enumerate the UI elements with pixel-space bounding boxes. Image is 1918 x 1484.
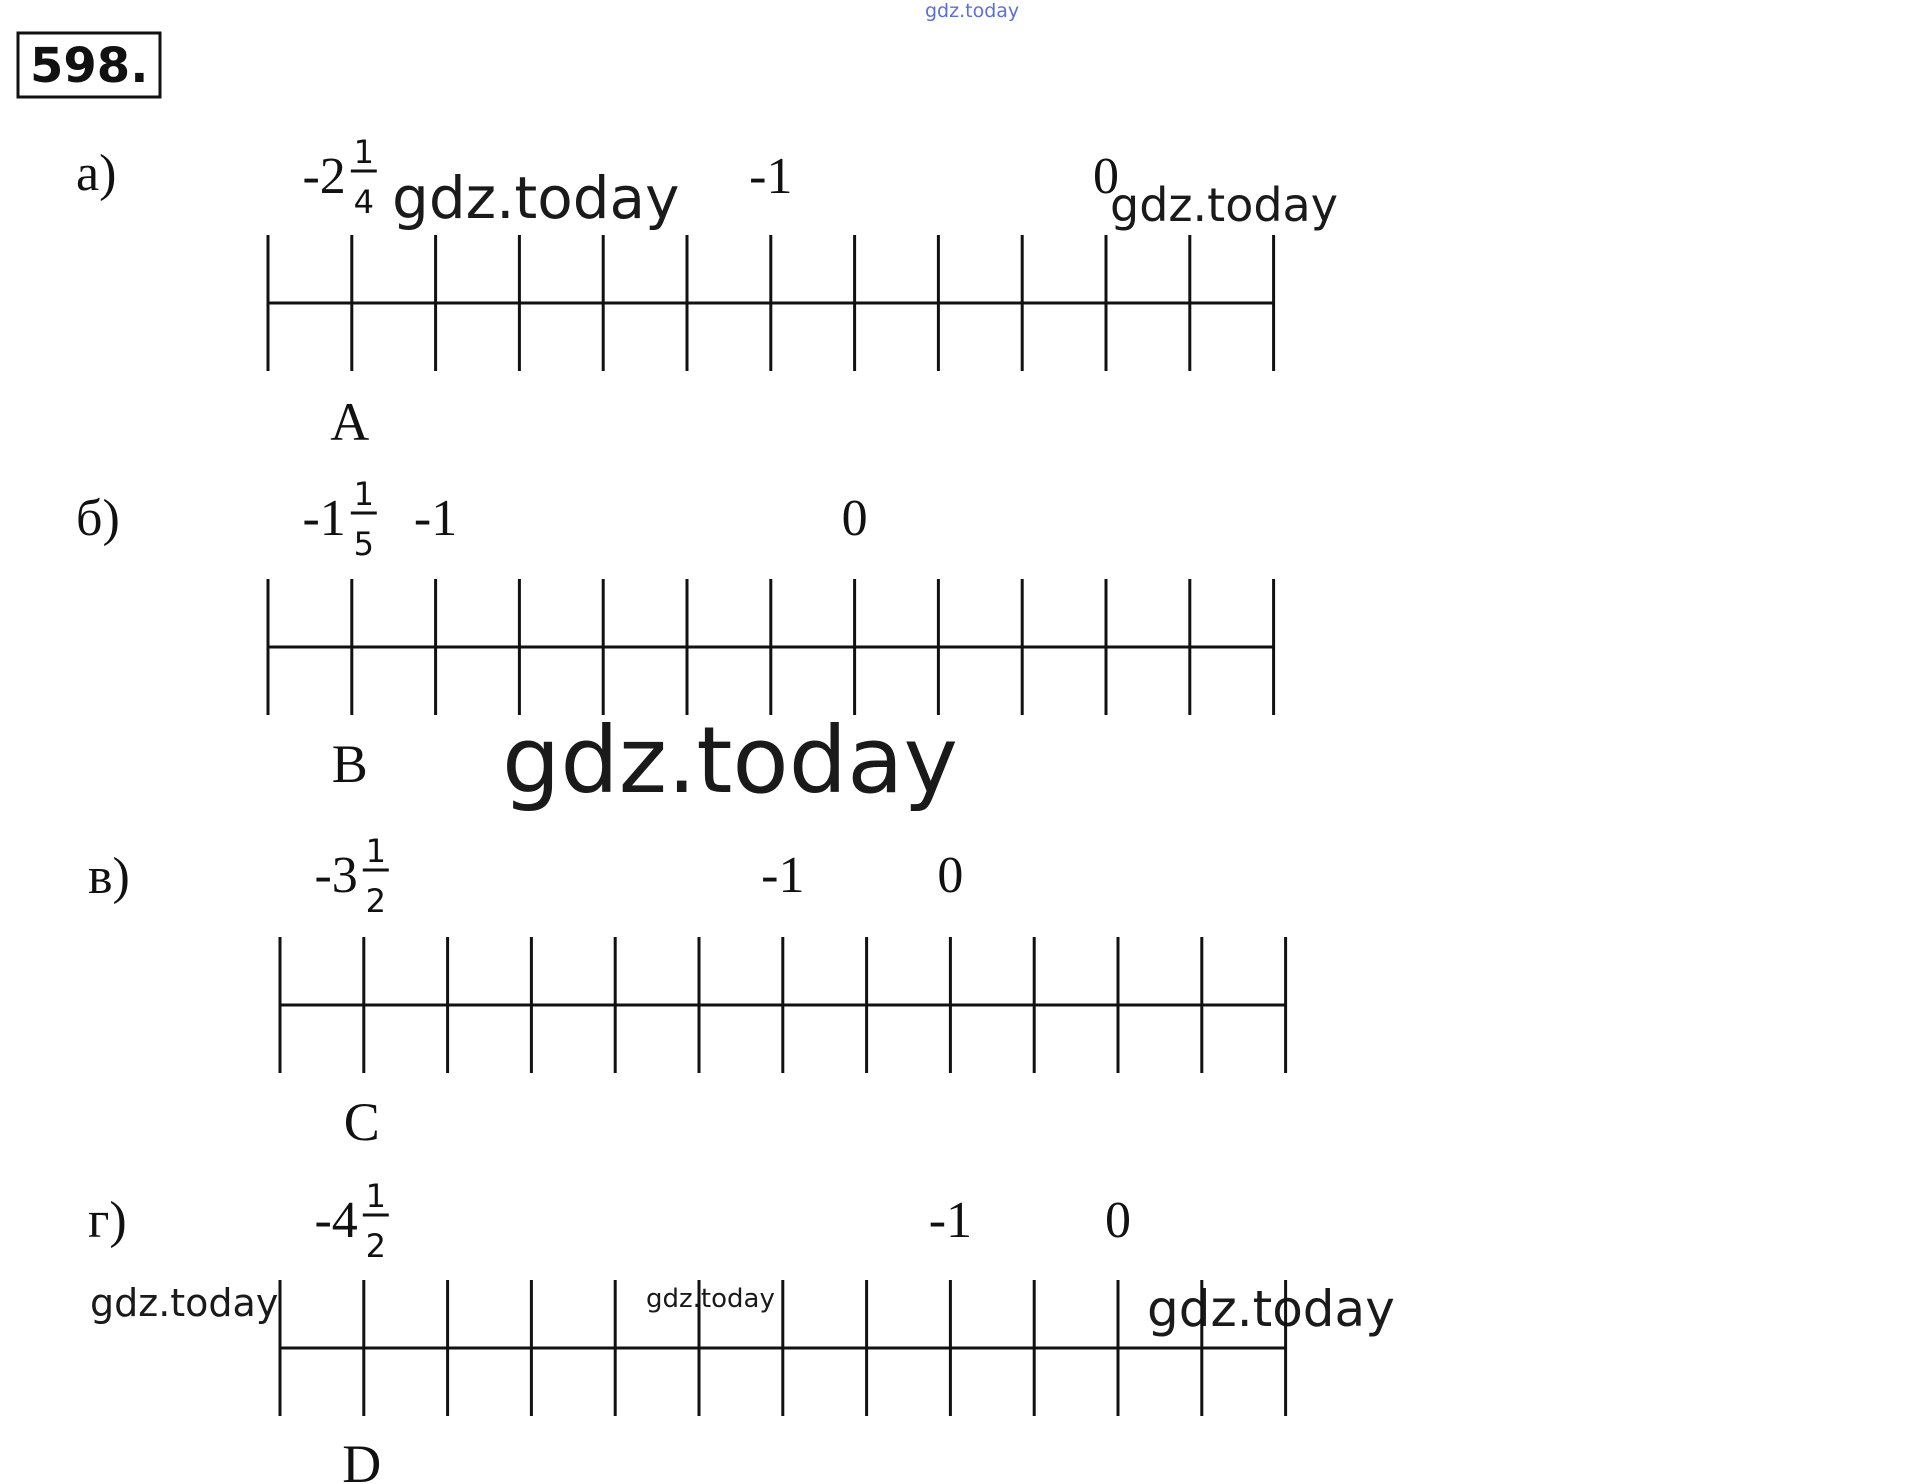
number-line-4 <box>88 1177 1286 1484</box>
fraction-numerator: 1 <box>353 133 374 171</box>
mixed-number-label <box>302 475 376 563</box>
watermarks <box>90 164 1395 1338</box>
fraction-denominator: 2 <box>365 1227 386 1265</box>
tick-label: -1 <box>761 847 805 904</box>
fraction-numerator: 1 <box>365 1177 386 1215</box>
number-line-3 <box>88 832 1286 1152</box>
tick-label: 0 <box>1105 1192 1131 1249</box>
top-watermark: gdz.today <box>925 0 1020 22</box>
mixed-number-label <box>314 832 388 920</box>
mixed-number-whole: -1 <box>302 490 346 547</box>
fraction-denominator: 5 <box>353 525 374 563</box>
tick-label: -1 <box>749 148 793 205</box>
mixed-number-whole: -3 <box>314 847 358 904</box>
watermark: gdz.today <box>90 1281 279 1325</box>
fraction-denominator: 2 <box>365 882 386 920</box>
mixed-number-whole: -4 <box>314 1192 358 1249</box>
point-letter: D <box>342 1434 382 1484</box>
task-label: б) <box>76 490 120 547</box>
watermark: gdz.today <box>1110 178 1338 232</box>
task-label: г) <box>88 1192 127 1249</box>
tick-label: 0 <box>1093 148 1119 205</box>
mixed-number-label <box>314 1177 388 1265</box>
watermark: gdz.today <box>502 707 958 814</box>
point-letter: B <box>331 734 368 794</box>
watermark: gdz.today <box>1147 1280 1395 1338</box>
fraction-numerator: 1 <box>365 832 386 870</box>
watermark: gdz.today <box>646 1284 775 1314</box>
tick-label: 0 <box>937 847 964 904</box>
mixed-number-whole: -2 <box>302 148 346 205</box>
tick-label: -1 <box>928 1192 973 1249</box>
watermark: gdz.today <box>392 164 680 232</box>
problem-number-box <box>18 33 160 97</box>
point-letter: C <box>343 1092 380 1152</box>
point-letter: A <box>330 392 370 452</box>
fraction-denominator: 4 <box>353 183 374 221</box>
problem-number: 598. <box>30 38 149 94</box>
tick-label: 0 <box>841 490 868 547</box>
mixed-number-label <box>302 133 376 221</box>
fraction-numerator: 1 <box>353 475 374 513</box>
task-label: а) <box>76 145 117 202</box>
tick-label: -1 <box>413 490 458 547</box>
task-label: в) <box>88 848 130 905</box>
